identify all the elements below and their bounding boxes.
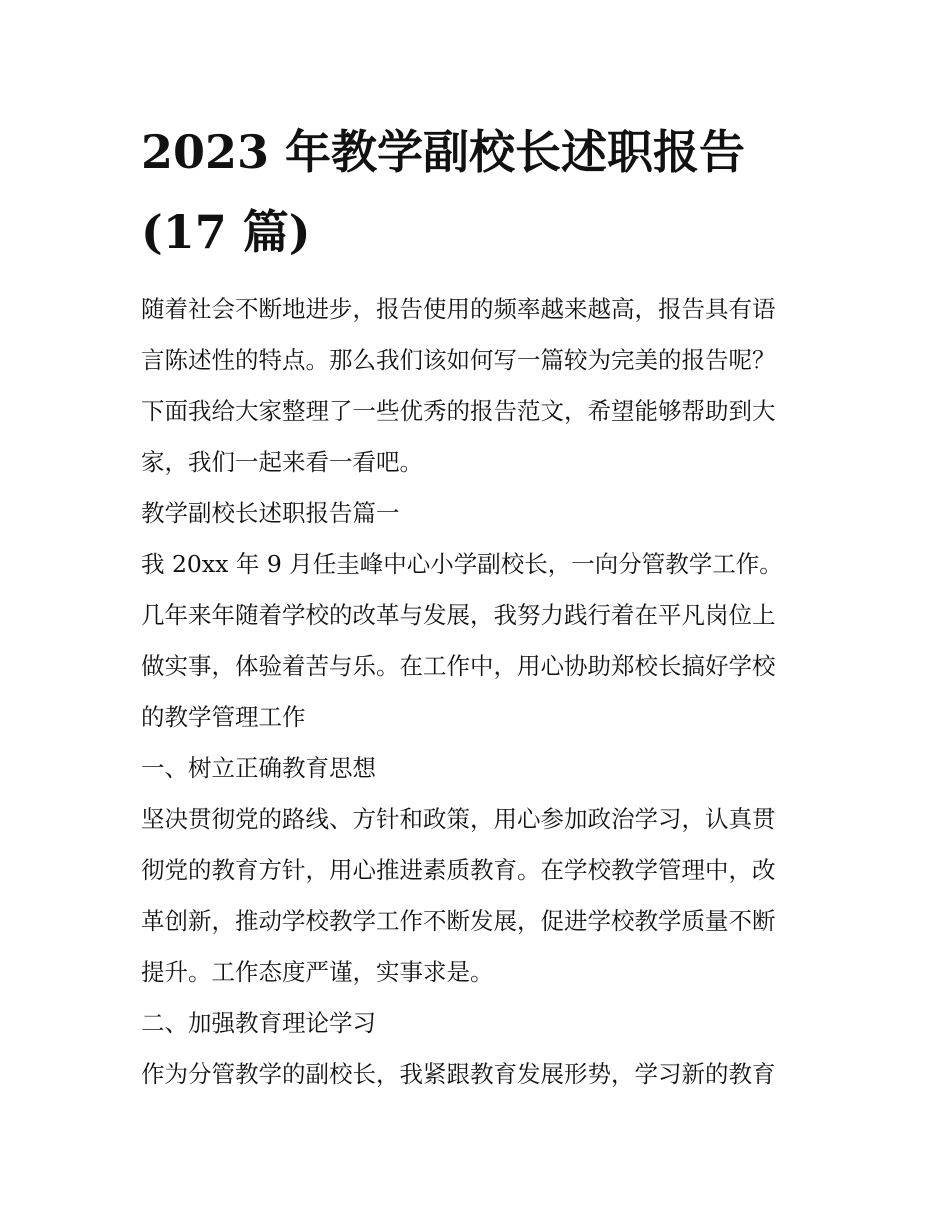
paragraph-line: 做实事，体验着苦与乐。在工作中，用心协助郑校长搞好学校 bbox=[141, 652, 776, 680]
paragraph-line: 提升。工作态度严谨，实事求是。 bbox=[141, 958, 494, 986]
section-heading: 教学副校长述职报告篇一 bbox=[141, 499, 400, 527]
paragraph-line: 几年来年随着学校的改革与发展，我努力践行着在平凡岗位上 bbox=[141, 601, 776, 629]
intro-paragraph-line: 下面我给大家整理了一些优秀的报告范文，希望能够帮助到大 bbox=[141, 397, 776, 425]
paragraph-line: 作为分管教学的副校长，我紧跟教育发展形势，学习新的教育 bbox=[141, 1060, 776, 1088]
document-body bbox=[141, 284, 813, 1100]
intro-paragraph-line: 言陈述性的特点。那么我们该如何写一篇较为完美的报告呢？ bbox=[141, 346, 776, 374]
document-content bbox=[141, 112, 813, 1100]
title-line: 2023 年教学副校长述职报告 bbox=[141, 125, 746, 179]
document-title bbox=[141, 112, 813, 272]
intro-paragraph-line: 家，我们一起来看一看吧。 bbox=[141, 448, 423, 476]
paragraph-line: 我 20xx 年 9 月任圭峰中心小学副校长，一向分管教学工作。 bbox=[141, 550, 783, 578]
title-line: (17 篇) bbox=[141, 205, 311, 259]
subsection-heading: 一、树立正确教育思想 bbox=[141, 754, 376, 782]
paragraph-line: 革创新，推动学校教学工作不断发展，促进学校教学质量不断 bbox=[141, 907, 776, 935]
subsection-heading: 二、加强教育理论学习 bbox=[141, 1009, 376, 1037]
paragraph-line: 坚决贯彻党的路线、方针和政策，用心参加政治学习，认真贯 bbox=[141, 805, 776, 833]
paragraph-line: 的教学管理工作 bbox=[141, 703, 306, 731]
paragraph-line: 彻党的教育方针，用心推进素质教育。在学校教学管理中，改 bbox=[141, 856, 776, 884]
intro-paragraph-line: 随着社会不断地进步，报告使用的频率越来越高，报告具有语 bbox=[141, 295, 776, 323]
